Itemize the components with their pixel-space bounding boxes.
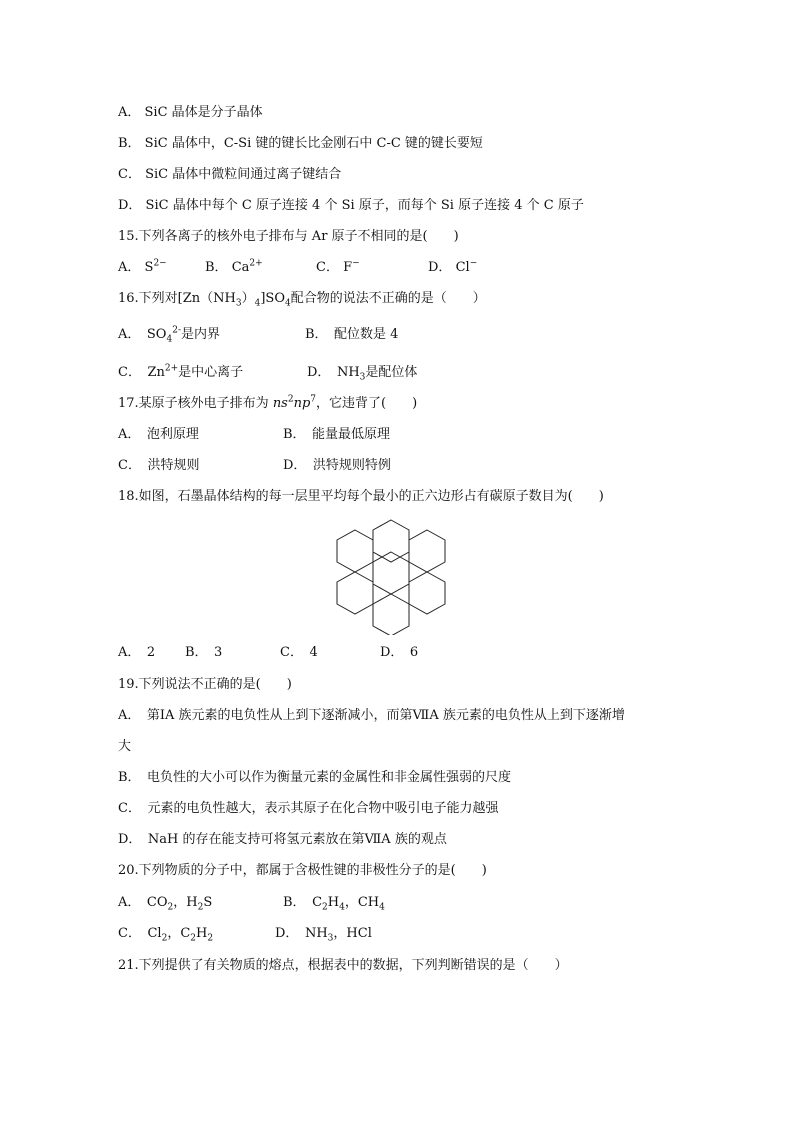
q18-option-c: C． 4 — [280, 645, 318, 660]
q16-option-a: A． $SO_4^{2-}$是内界 — [118, 325, 221, 345]
q16-stem: 16.下列对$[Zn(NH_3)_4]SO_4$配合物的说法不正确的是（ ） — [118, 291, 486, 309]
q19-option-b: B． 电负性的大小可以作为衡量元素的金属性和非金属性强弱的尺度 — [118, 770, 512, 785]
hexagon-upper-left — [337, 530, 373, 572]
hexagon-bottom-center — [373, 594, 409, 635]
q14-option-a: A． SiC 晶体是分子晶体 — [118, 105, 263, 120]
q20-option-a: A． $CO_2$，$H_2S$ — [118, 895, 213, 913]
q16-option-d: D． $NH_3$是配位体 — [307, 365, 418, 383]
q17-stem: 17.某原子核外电子排布为 $ns^2np^7$，它违背了( ) — [118, 394, 418, 411]
q18-option-a: A． 2 — [118, 645, 156, 660]
q15-option-d: D． Cl− — [428, 258, 478, 275]
q17-option-a: A． 泡利原理 — [118, 427, 199, 442]
q15-option-a: A． $S^{2-}$ — [118, 258, 167, 275]
hexagon-upper-right — [409, 530, 445, 572]
q18-stem: 18.如图，石墨晶体结构的每一层里平均每个最小的正六边形占有碳原子数目为( ) — [118, 489, 604, 504]
q19-option-a-continued: 大 — [118, 739, 132, 754]
q16-option-b: B． 配位数是 4 — [305, 327, 399, 342]
q16-option-c: C． $Zn^{2+}$是中心离子 — [118, 363, 244, 380]
q17-option-b: B． 能量最低原理 — [283, 427, 391, 442]
q19-option-d: D． NaH 的存在能支持可将氢元素放在第ⅦA 族的观点 — [118, 832, 447, 847]
q17-option-c: C． 洪特规则 — [118, 458, 200, 473]
q20-option-c: C． $Cl_2$，$C_2H_2$ — [118, 926, 214, 944]
q15-stem: 15.下列各离子的核外电子排布与 Ar 原子不相同的是( ) — [118, 229, 459, 244]
q19-option-a: A． 第ⅠA 族元素的电负性从上到下逐渐减小，而第ⅦA 族元素的电负性从上到下逐渐增 — [118, 708, 625, 723]
q14-option-c: C． SiC 晶体中微粒间通过离子键结合 — [118, 167, 342, 182]
hexagon-center — [373, 552, 409, 594]
q20-option-b: B． $C_2H_4$，$CH_4$ — [283, 895, 385, 913]
q21-stem: 21.下列提供了有关物质的熔点，根据表中的数据，下列判断错误的是（ ） — [118, 958, 568, 973]
q20-stem: 20.下列物质的分子中，都属于含极性键的非极性分子的是( ) — [118, 863, 487, 878]
q14-option-d: D． SiC 晶体中每个 C 原子连接 4 个 Si 原子，而每个 Si 原子连接 4 个 C 原子 — [118, 198, 584, 213]
hexagon-top-center — [373, 520, 409, 562]
q14-option-b: B． SiC 晶体中，C-Si 键的键长比金刚石中 C-C 键的键长要短 — [118, 136, 483, 151]
q19-option-c: C． 元素的电负性越大，表示其原子在化合物中吸引电子能力越强 — [118, 801, 499, 816]
q20-option-d: D． $NH_3$，HCl — [275, 926, 372, 944]
q18-option-b: B． 3 — [185, 645, 223, 660]
q18-option-d: D． 6 — [380, 645, 419, 660]
q15-option-c: C． F− — [316, 258, 360, 275]
hexagon-lower-left — [337, 572, 373, 614]
hexagon-lower-right — [409, 572, 445, 614]
q19-stem: 19.下列说法不正确的是( ) — [118, 677, 292, 692]
graphite-hexagon-figure — [330, 515, 460, 635]
q15-option-b: B． $Ca^{2+}$ — [205, 258, 263, 275]
q17-option-d: D． 洪特规则特例 — [283, 458, 391, 473]
